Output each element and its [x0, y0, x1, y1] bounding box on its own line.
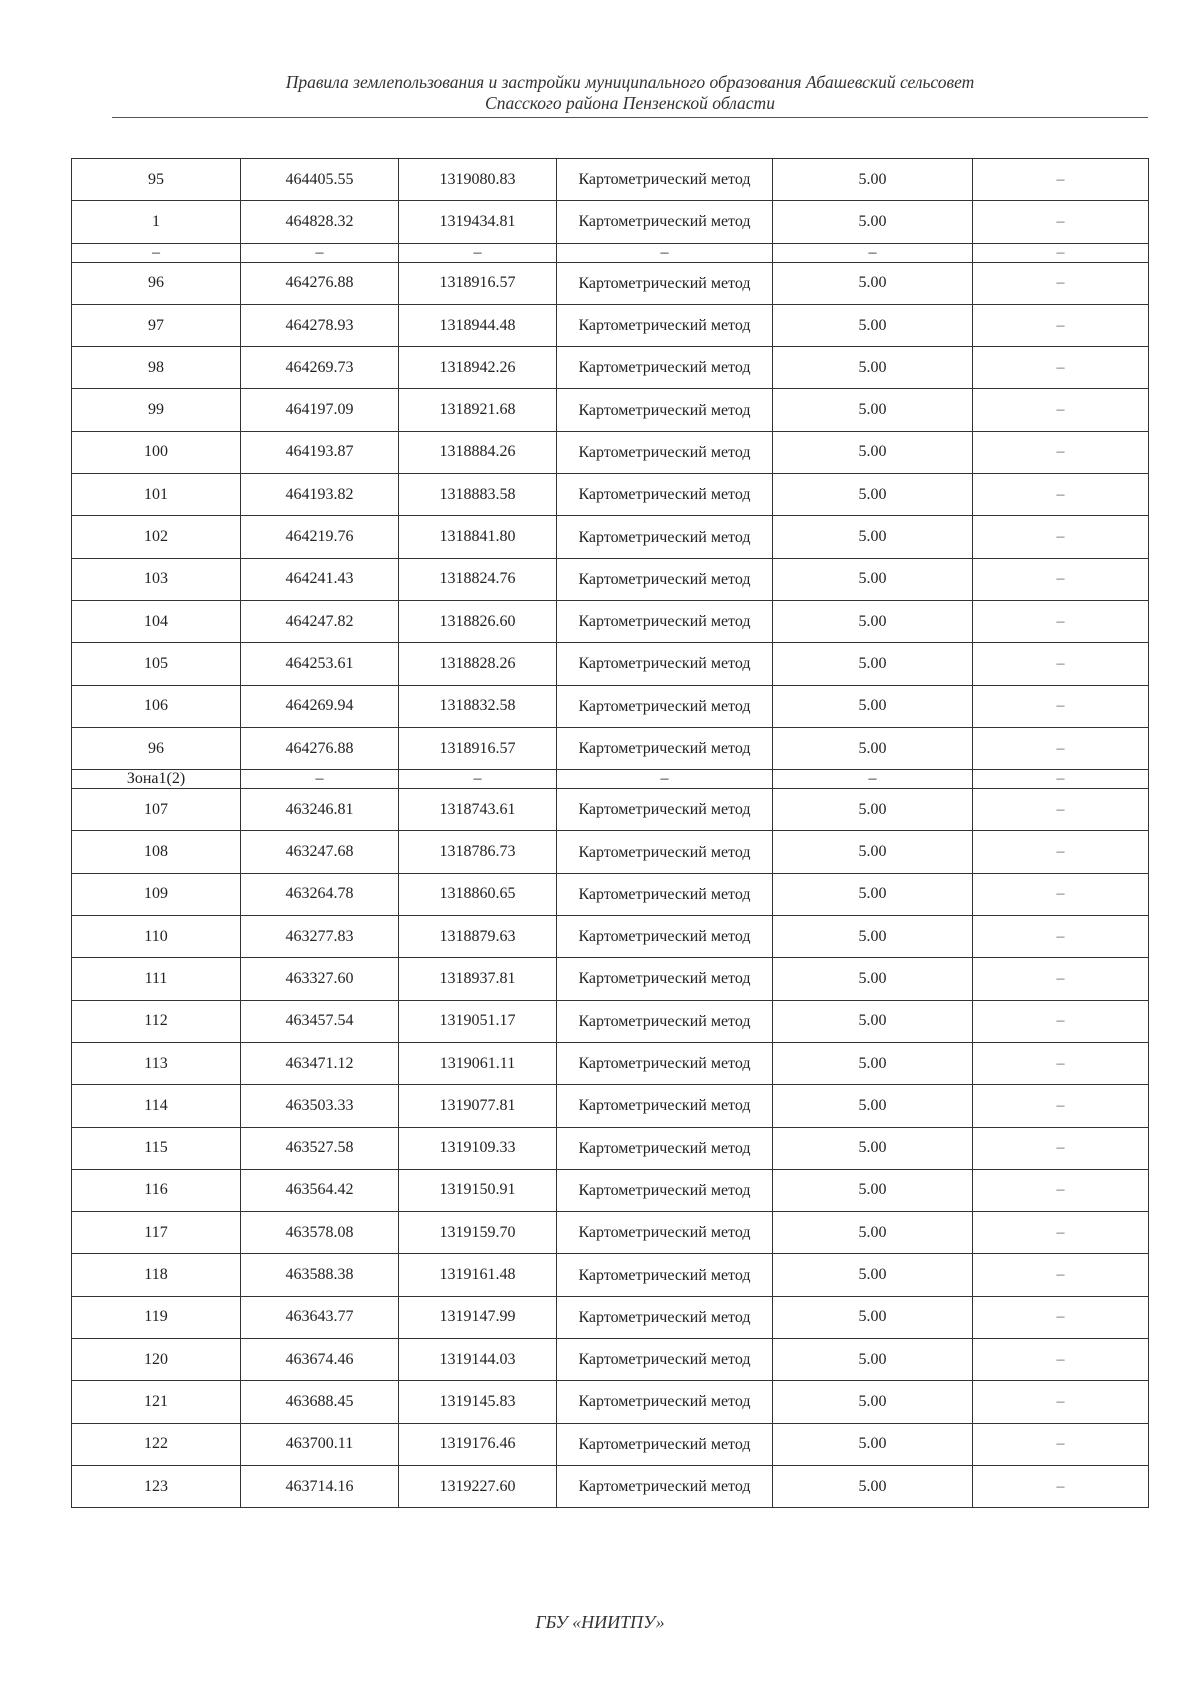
cell-note: –	[973, 770, 1149, 789]
cell-method: Картометрический метод	[557, 685, 773, 727]
cell-accuracy: 5.00	[773, 685, 973, 727]
cell-accuracy: 5.00	[773, 304, 973, 346]
cell-method: Картометрический метод	[557, 1296, 773, 1338]
cell-method: Картометрический метод	[557, 1042, 773, 1084]
table-row	[72, 685, 1149, 727]
cell-accuracy: 5.00	[773, 1296, 973, 1338]
cell-method: Картометрический метод	[557, 958, 773, 1000]
cell-coordinate-y: 1318937.81	[399, 958, 557, 1000]
cell-accuracy: 5.00	[773, 1381, 973, 1423]
table-row	[72, 1212, 1149, 1254]
header-line-2: Спасского района Пензенской области	[485, 93, 775, 113]
cell-accuracy: 5.00	[773, 558, 973, 600]
cell-accuracy: 5.00	[773, 1254, 973, 1296]
cell-coordinate-y: 1319145.83	[399, 1381, 557, 1423]
table-row	[72, 1465, 1149, 1507]
cell-method: Картометрический метод	[557, 831, 773, 873]
cell-point-number: 98	[72, 347, 241, 389]
header-line-1: Правила землепользования и застройки муниципального образования Абашевский сельсовет	[285, 72, 975, 92]
cell-point-number: 104	[72, 600, 241, 642]
cell-coordinate-y: 1319080.83	[399, 159, 557, 201]
cell-coordinate-x: 463457.54	[241, 1000, 399, 1042]
table-row	[72, 1254, 1149, 1296]
cell-coordinate-x: 464253.61	[241, 643, 399, 685]
cell-coordinate-y: 1318841.80	[399, 516, 557, 558]
cell-method: –	[557, 243, 773, 262]
cell-coordinate-y: 1318828.26	[399, 643, 557, 685]
cell-coordinate-x: 463264.78	[241, 873, 399, 915]
cell-coordinate-x: –	[241, 770, 399, 789]
cell-note: –	[973, 1000, 1149, 1042]
cell-coordinate-x: 464193.82	[241, 474, 399, 516]
cell-note: –	[973, 262, 1149, 304]
cell-note: –	[973, 304, 1149, 346]
cell-point-number: 96	[72, 262, 241, 304]
cell-coordinate-x: 464278.93	[241, 304, 399, 346]
cell-method: Картометрический метод	[557, 262, 773, 304]
cell-coordinate-y: 1318743.61	[399, 789, 557, 831]
table-row	[72, 1085, 1149, 1127]
cell-method: Картометрический метод	[557, 1212, 773, 1254]
cell-coordinate-y: 1318942.26	[399, 347, 557, 389]
cell-coordinate-y: 1318824.76	[399, 558, 557, 600]
table-row	[72, 958, 1149, 1000]
cell-coordinate-y: 1319109.33	[399, 1127, 557, 1169]
table-row	[72, 262, 1149, 304]
cell-method: Картометрический метод	[557, 474, 773, 516]
cell-point-number: Зона1(2)	[72, 770, 241, 789]
cell-point-number: 100	[72, 431, 241, 473]
cell-note: –	[973, 1169, 1149, 1211]
cell-method: Картометрический метод	[557, 1254, 773, 1296]
cell-point-number: –	[72, 243, 241, 262]
cell-note: –	[973, 201, 1149, 243]
table-row	[72, 873, 1149, 915]
cell-coordinate-y: 1319159.70	[399, 1212, 557, 1254]
cell-coordinate-x: –	[241, 243, 399, 262]
cell-coordinate-x: 463327.60	[241, 958, 399, 1000]
cell-note: –	[973, 1381, 1149, 1423]
cell-accuracy: 5.00	[773, 1423, 973, 1465]
cell-method: Картометрический метод	[557, 347, 773, 389]
cell-point-number: 114	[72, 1085, 241, 1127]
cell-method: Картометрический метод	[557, 1085, 773, 1127]
cell-point-number: 116	[72, 1169, 241, 1211]
cell-coordinate-y: 1318916.57	[399, 727, 557, 769]
cell-accuracy: 5.00	[773, 873, 973, 915]
cell-coordinate-x: 464276.88	[241, 727, 399, 769]
table-row	[72, 1127, 1149, 1169]
cell-method: Картометрический метод	[557, 304, 773, 346]
cell-method: Картометрический метод	[557, 727, 773, 769]
cell-note: –	[973, 1465, 1149, 1507]
cell-note: –	[973, 1339, 1149, 1381]
table-row	[72, 304, 1149, 346]
cell-note: –	[973, 789, 1149, 831]
cell-point-number: 113	[72, 1042, 241, 1084]
table-row	[72, 1381, 1149, 1423]
cell-point-number: 99	[72, 389, 241, 431]
cell-point-number: 101	[72, 474, 241, 516]
cell-note: –	[973, 1042, 1149, 1084]
cell-point-number: 105	[72, 643, 241, 685]
cell-coordinate-y: 1318883.58	[399, 474, 557, 516]
table-row	[72, 1000, 1149, 1042]
cell-coordinate-x: 463674.46	[241, 1339, 399, 1381]
cell-coordinate-x: 463588.38	[241, 1254, 399, 1296]
cell-accuracy: 5.00	[773, 201, 973, 243]
table-row	[72, 1339, 1149, 1381]
cell-coordinate-x: 464828.32	[241, 201, 399, 243]
page-header	[112, 72, 1148, 114]
cell-coordinate-x: 463688.45	[241, 1381, 399, 1423]
cell-accuracy: 5.00	[773, 643, 973, 685]
cell-point-number: 107	[72, 789, 241, 831]
cell-accuracy: 5.00	[773, 1000, 973, 1042]
cell-note: –	[973, 558, 1149, 600]
table-row	[72, 389, 1149, 431]
cell-coordinate-x: 464276.88	[241, 262, 399, 304]
cell-point-number: 121	[72, 1381, 241, 1423]
cell-note: –	[973, 474, 1149, 516]
cell-method: Картометрический метод	[557, 1169, 773, 1211]
cell-method: Картометрический метод	[557, 789, 773, 831]
table-row	[72, 1042, 1149, 1084]
cell-note: –	[973, 600, 1149, 642]
cell-point-number: 102	[72, 516, 241, 558]
cell-note: –	[973, 347, 1149, 389]
cell-method: Картометрический метод	[557, 1127, 773, 1169]
table-row	[72, 600, 1149, 642]
table-row	[72, 431, 1149, 473]
cell-point-number: 120	[72, 1339, 241, 1381]
cell-accuracy: 5.00	[773, 1465, 973, 1507]
cell-point-number: 123	[72, 1465, 241, 1507]
table-row	[72, 1169, 1149, 1211]
cell-note: –	[973, 1254, 1149, 1296]
cell-coordinate-x: 464405.55	[241, 159, 399, 201]
cell-note: –	[973, 685, 1149, 727]
cell-accuracy: 5.00	[773, 1339, 973, 1381]
cell-point-number: 109	[72, 873, 241, 915]
cell-note: –	[973, 159, 1149, 201]
cell-accuracy: 5.00	[773, 516, 973, 558]
cell-coordinate-x: 464193.87	[241, 431, 399, 473]
cell-coordinate-y: –	[399, 770, 557, 789]
table-row	[72, 1423, 1149, 1465]
cell-method: Картометрический метод	[557, 1000, 773, 1042]
cell-coordinate-y: 1318786.73	[399, 831, 557, 873]
table-row	[72, 516, 1149, 558]
cell-coordinate-x: 463527.58	[241, 1127, 399, 1169]
cell-note: –	[973, 1296, 1149, 1338]
table-row	[72, 159, 1149, 201]
cell-coordinate-x: 463246.81	[241, 789, 399, 831]
coordinates-table-body	[72, 159, 1149, 1508]
cell-coordinate-y: 1319061.11	[399, 1042, 557, 1084]
cell-coordinate-x: 464197.09	[241, 389, 399, 431]
cell-method: Картометрический метод	[557, 1381, 773, 1423]
cell-coordinate-y: 1319051.17	[399, 1000, 557, 1042]
cell-method: Картометрический метод	[557, 201, 773, 243]
cell-accuracy: 5.00	[773, 727, 973, 769]
table-row	[72, 201, 1149, 243]
cell-accuracy: 5.00	[773, 789, 973, 831]
cell-point-number: 111	[72, 958, 241, 1000]
cell-method: Картометрический метод	[557, 600, 773, 642]
cell-accuracy: –	[773, 243, 973, 262]
cell-coordinate-x: 463700.11	[241, 1423, 399, 1465]
cell-coordinate-y: 1319227.60	[399, 1465, 557, 1507]
coordinates-table	[71, 158, 1149, 1508]
cell-accuracy: 5.00	[773, 916, 973, 958]
cell-method: –	[557, 770, 773, 789]
table-row	[72, 789, 1149, 831]
page-footer: ГБУ «НИИТПУ»	[535, 1612, 665, 1632]
cell-coordinate-y: 1318832.58	[399, 685, 557, 727]
cell-method: Картометрический метод	[557, 389, 773, 431]
cell-method: Картометрический метод	[557, 1339, 773, 1381]
cell-coordinate-y: 1319147.99	[399, 1296, 557, 1338]
cell-accuracy: 5.00	[773, 831, 973, 873]
cell-accuracy: 5.00	[773, 474, 973, 516]
cell-accuracy: 5.00	[773, 958, 973, 1000]
cell-coordinate-y: –	[399, 243, 557, 262]
cell-coordinate-y: 1319144.03	[399, 1339, 557, 1381]
cell-point-number: 110	[72, 916, 241, 958]
cell-coordinate-y: 1318921.68	[399, 389, 557, 431]
cell-note: –	[973, 389, 1149, 431]
cell-coordinate-x: 464269.73	[241, 347, 399, 389]
cell-coordinate-y: 1319161.48	[399, 1254, 557, 1296]
cell-coordinate-y: 1318916.57	[399, 262, 557, 304]
cell-accuracy: 5.00	[773, 1127, 973, 1169]
cell-method: Картометрический метод	[557, 516, 773, 558]
cell-accuracy: 5.00	[773, 1085, 973, 1127]
cell-note: –	[973, 831, 1149, 873]
cell-coordinate-y: 1318826.60	[399, 600, 557, 642]
cell-coordinate-x: 463643.77	[241, 1296, 399, 1338]
cell-accuracy: 5.00	[773, 1042, 973, 1084]
cell-note: –	[973, 431, 1149, 473]
cell-method: Картометрический метод	[557, 643, 773, 685]
cell-point-number: 119	[72, 1296, 241, 1338]
cell-coordinate-y: 1318944.48	[399, 304, 557, 346]
cell-coordinate-x: 464219.76	[241, 516, 399, 558]
cell-note: –	[973, 958, 1149, 1000]
cell-coordinate-x: 463277.83	[241, 916, 399, 958]
cell-coordinate-y: 1319434.81	[399, 201, 557, 243]
cell-coordinate-y: 1319150.91	[399, 1169, 557, 1211]
cell-coordinate-y: 1319077.81	[399, 1085, 557, 1127]
table-row	[72, 347, 1149, 389]
table-separator-row	[72, 770, 1149, 789]
cell-accuracy: 5.00	[773, 159, 973, 201]
cell-accuracy: 5.00	[773, 1212, 973, 1254]
cell-point-number: 103	[72, 558, 241, 600]
cell-method: Картометрический метод	[557, 1465, 773, 1507]
cell-accuracy: 5.00	[773, 431, 973, 473]
cell-point-number: 112	[72, 1000, 241, 1042]
cell-coordinate-y: 1319176.46	[399, 1423, 557, 1465]
cell-point-number: 118	[72, 1254, 241, 1296]
cell-coordinate-x: 464247.82	[241, 600, 399, 642]
cell-note: –	[973, 243, 1149, 262]
table-separator-row	[72, 243, 1149, 262]
cell-method: Картометрический метод	[557, 1423, 773, 1465]
cell-method: Картометрический метод	[557, 159, 773, 201]
cell-accuracy: 5.00	[773, 347, 973, 389]
cell-coordinate-y: 1318884.26	[399, 431, 557, 473]
table-row	[72, 558, 1149, 600]
cell-note: –	[973, 1423, 1149, 1465]
cell-note: –	[973, 1127, 1149, 1169]
cell-coordinate-x: 463503.33	[241, 1085, 399, 1127]
cell-coordinate-x: 463471.12	[241, 1042, 399, 1084]
cell-note: –	[973, 516, 1149, 558]
cell-point-number: 96	[72, 727, 241, 769]
cell-coordinate-x: 463714.16	[241, 1465, 399, 1507]
cell-coordinate-y: 1318860.65	[399, 873, 557, 915]
cell-accuracy: 5.00	[773, 1169, 973, 1211]
cell-note: –	[973, 727, 1149, 769]
cell-point-number: 95	[72, 159, 241, 201]
cell-point-number: 97	[72, 304, 241, 346]
table-row	[72, 831, 1149, 873]
cell-note: –	[973, 643, 1149, 685]
cell-point-number: 117	[72, 1212, 241, 1254]
cell-coordinate-x: 464241.43	[241, 558, 399, 600]
cell-method: Картометрический метод	[557, 873, 773, 915]
cell-note: –	[973, 1085, 1149, 1127]
cell-note: –	[973, 873, 1149, 915]
cell-note: –	[973, 916, 1149, 958]
cell-accuracy: 5.00	[773, 262, 973, 304]
cell-accuracy: –	[773, 770, 973, 789]
cell-method: Картометрический метод	[557, 558, 773, 600]
cell-coordinate-x: 463578.08	[241, 1212, 399, 1254]
cell-note: –	[973, 1212, 1149, 1254]
cell-accuracy: 5.00	[773, 389, 973, 431]
cell-point-number: 115	[72, 1127, 241, 1169]
cell-point-number: 108	[72, 831, 241, 873]
cell-coordinate-y: 1318879.63	[399, 916, 557, 958]
table-row	[72, 916, 1149, 958]
cell-coordinate-x: 464269.94	[241, 685, 399, 727]
cell-point-number: 106	[72, 685, 241, 727]
cell-method: Картометрический метод	[557, 916, 773, 958]
cell-coordinate-x: 463564.42	[241, 1169, 399, 1211]
table-row	[72, 643, 1149, 685]
cell-coordinate-x: 463247.68	[241, 831, 399, 873]
table-row	[72, 727, 1149, 769]
cell-method: Картометрический метод	[557, 431, 773, 473]
table-row	[72, 474, 1149, 516]
cell-point-number: 1	[72, 201, 241, 243]
table-row	[72, 1296, 1149, 1338]
cell-point-number: 122	[72, 1423, 241, 1465]
header-divider	[112, 117, 1148, 118]
cell-accuracy: 5.00	[773, 600, 973, 642]
